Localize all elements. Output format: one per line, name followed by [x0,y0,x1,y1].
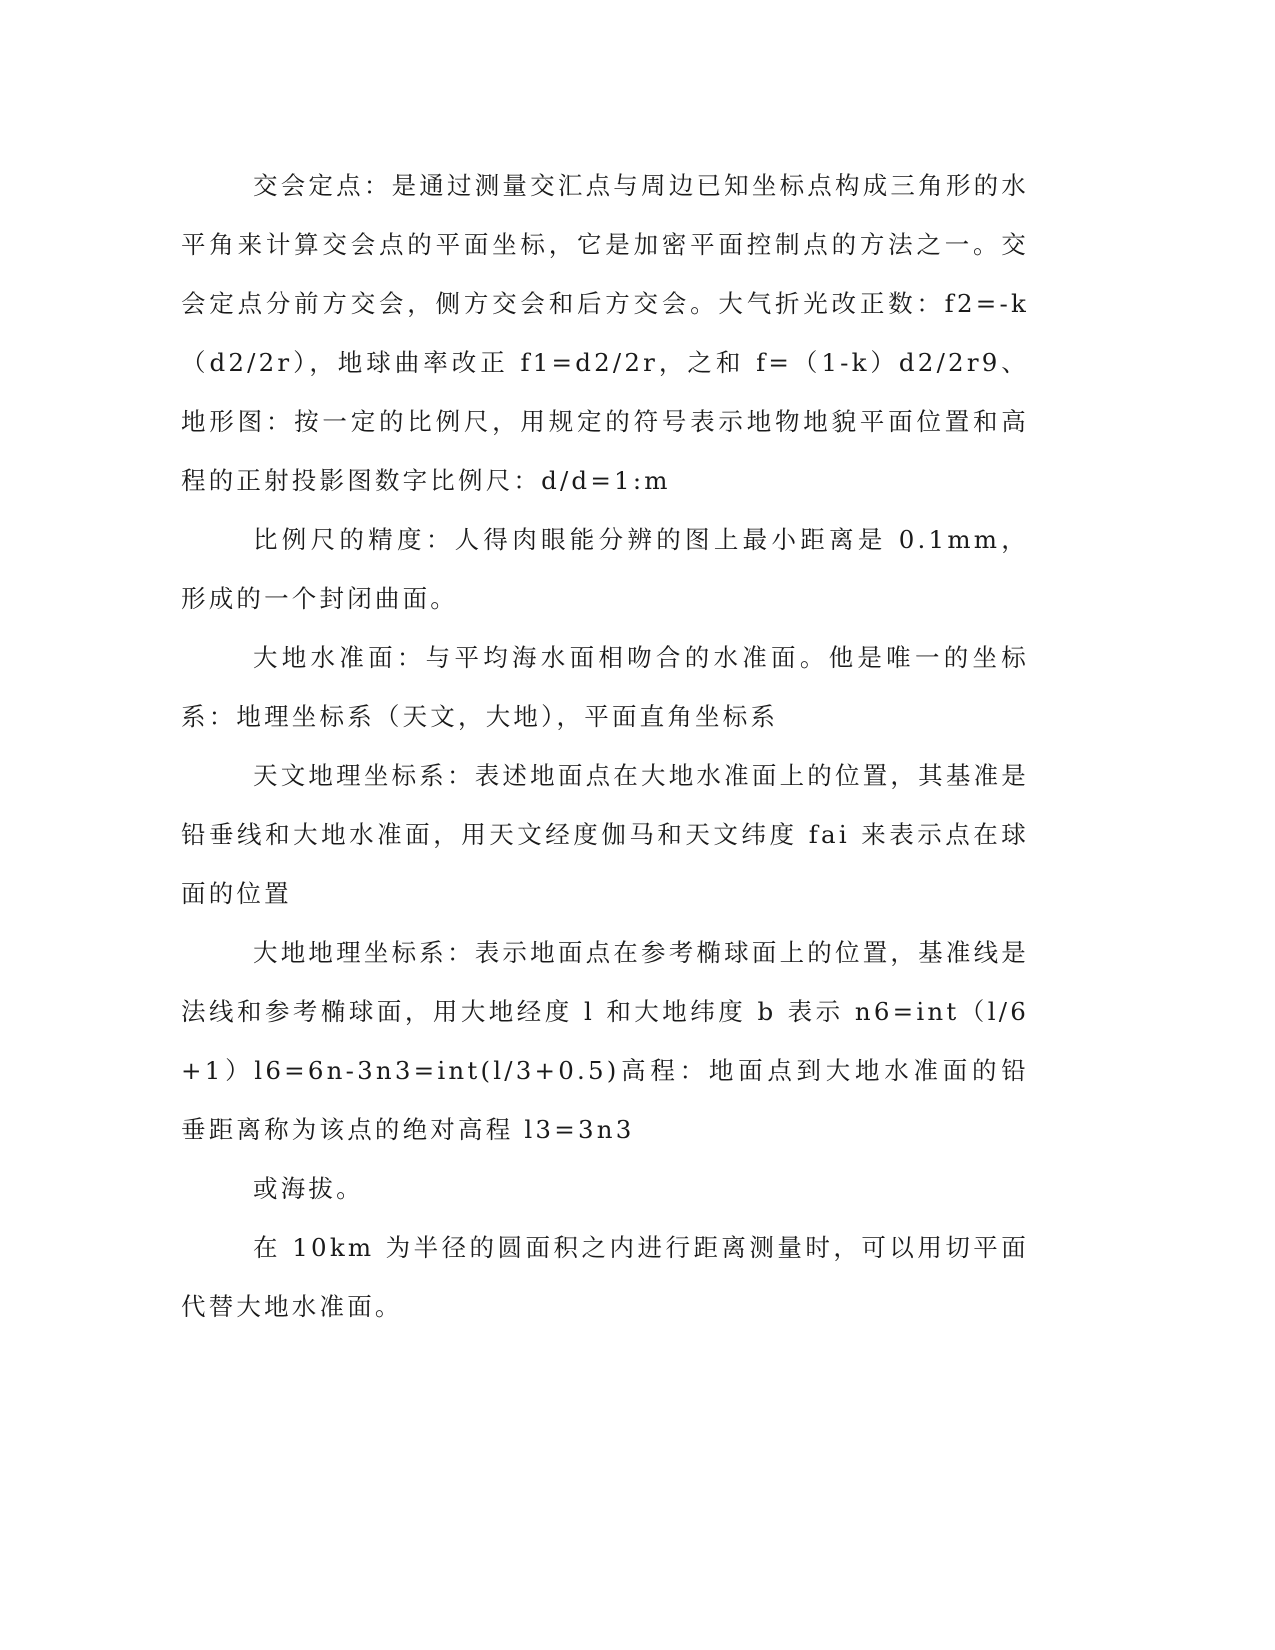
paragraph-altitude: 或海拔。 [253,1174,364,1203]
paragraph-scale-precision: 比例尺的精度：人得肉眼能分辨的图上最小距离是 0.1mm，形成的一个封闭曲面。 [181,525,1029,613]
paragraph-geoid: 大地水准面：与平均海水面相吻合的水准面。他是唯一的坐标系：地理坐标系（天文，大地），平面直角坐标系 [181,643,1029,731]
paragraph-intersection-method: 交会定点：是通过测量交汇点与周边已知坐标点构成三角形的水平角来计算交会点的平面坐标，它是加密平面控制点的方法之一。交会定点分前方交会，侧方交会和后方交会。大气折光改正数：f2=-k（d2/2r），地球曲率改正 f1=d2/2r，之和 f=（1-k）d2/2r9、地形图：按一定的比例尺，用规定的符号表示地物地貌平面位置和高程的正射投影图数字比例尺：d/d=1:m [181,171,1029,495]
paragraph-tangent-plane: 在 10km 为半径的圆面积之内进行距离测量时，可以用切平面代替大地水准面。 [181,1233,1029,1321]
paragraph-geodetic-coordinates: 大地地理坐标系：表示地面点在参考椭球面上的位置，基准线是法线和参考椭球面，用大地经度 l 和大地纬度 b 表示 n6=int（l/6+1）l6=6n-3n3=int(l/3+0.5)高程：地面点到大地水准面的铅垂距离称为该点的绝对高程 l3=3n3 [181,938,1029,1144]
paragraph-astronomic-coordinates: 天文地理坐标系：表述地面点在大地水准面上的位置，其基准是铅垂线和大地水准面，用天文经度伽马和天文纬度 fai 来表示点在球面的位置 [181,761,1029,908]
document-body [181,156,1029,1336]
